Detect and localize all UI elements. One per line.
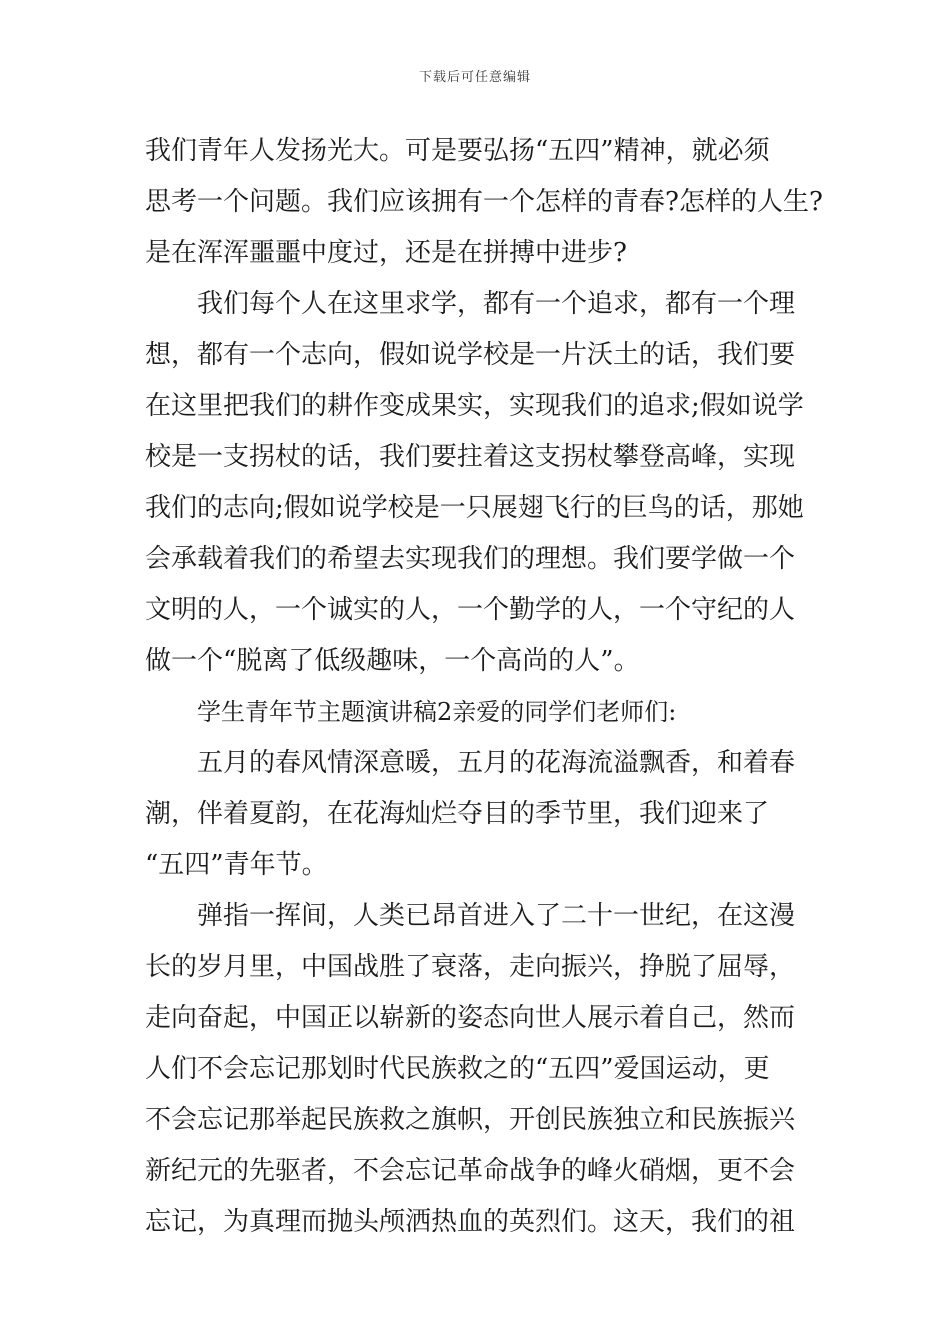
text-line: “五四”青年节。 [145,850,328,880]
text-line: 思考一个问题。我们应该拥有一个怎样的青春?怎样的人生? [145,187,823,217]
text-line: 新纪元的先驱者，不会忘记革命战争的峰火硝烟，更不会 [145,1156,796,1186]
body-text [145,126,823,1248]
text-line: 我们每个人在这里求学，都有一个追求，都有一个理 [197,289,796,319]
text-line: 会承载着我们的希望去实现我们的理想。我们要学做一个 [145,544,796,574]
text-line: 我们的志向;假如说学校是一只展翅飞行的巨鸟的话，那她 [145,493,804,523]
text-line: 忘记，为真理而抛头颅洒热血的英烈们。这天，我们的祖 [145,1207,796,1237]
text-line: 在这里把我们的耕作变成果实，实现我们的追求;假如说学 [145,391,804,421]
text-line: 做一个“脱离了低级趣味，一个高尚的人”。 [145,646,640,676]
text-line: 人们不会忘记那划时代民族救之的“五四”爱国运动，更 [145,1054,770,1084]
text-line: 校是一支拐杖的话，我们要拄着这支拐杖攀登高峰，实现 [145,442,796,472]
text-line: 潮，伴着夏韵，在花海灿烂夺目的季节里，我们迎来了 [145,799,770,829]
text-line: 弹指一挥间，人类已昂首进入了二十一世纪，在这漫 [197,901,796,931]
text-line: 长的岁月里，中国战胜了衰落，走向振兴，挣脱了屈辱， [145,952,796,982]
text-line: 是在浑浑噩噩中度过，还是在拼搏中进步? [145,238,627,268]
text-line: 想，都有一个志向，假如说学校是一片沃土的话，我们要 [145,340,796,370]
text-line: 五月的春风情深意暖，五月的花海流溢飘香，和着春 [197,748,796,778]
page-header: 下载后可任意编辑 [418,70,531,85]
text-line: 我们青年人发扬光大。可是要弘扬“五四”精神，就必须 [145,136,770,166]
text-line: 不会忘记那举起民族救之旗帜，开创民族独立和民族振兴 [145,1105,796,1135]
text-line: 走向奋起，中国正以崭新的姿态向世人展示着自己，然而 [145,1003,796,1033]
text-line: 文明的人，一个诚实的人，一个勤学的人，一个守纪的人 [145,595,796,625]
text-line: 学生青年节主题演讲稿2亲爱的同学们老师们: [197,698,677,726]
